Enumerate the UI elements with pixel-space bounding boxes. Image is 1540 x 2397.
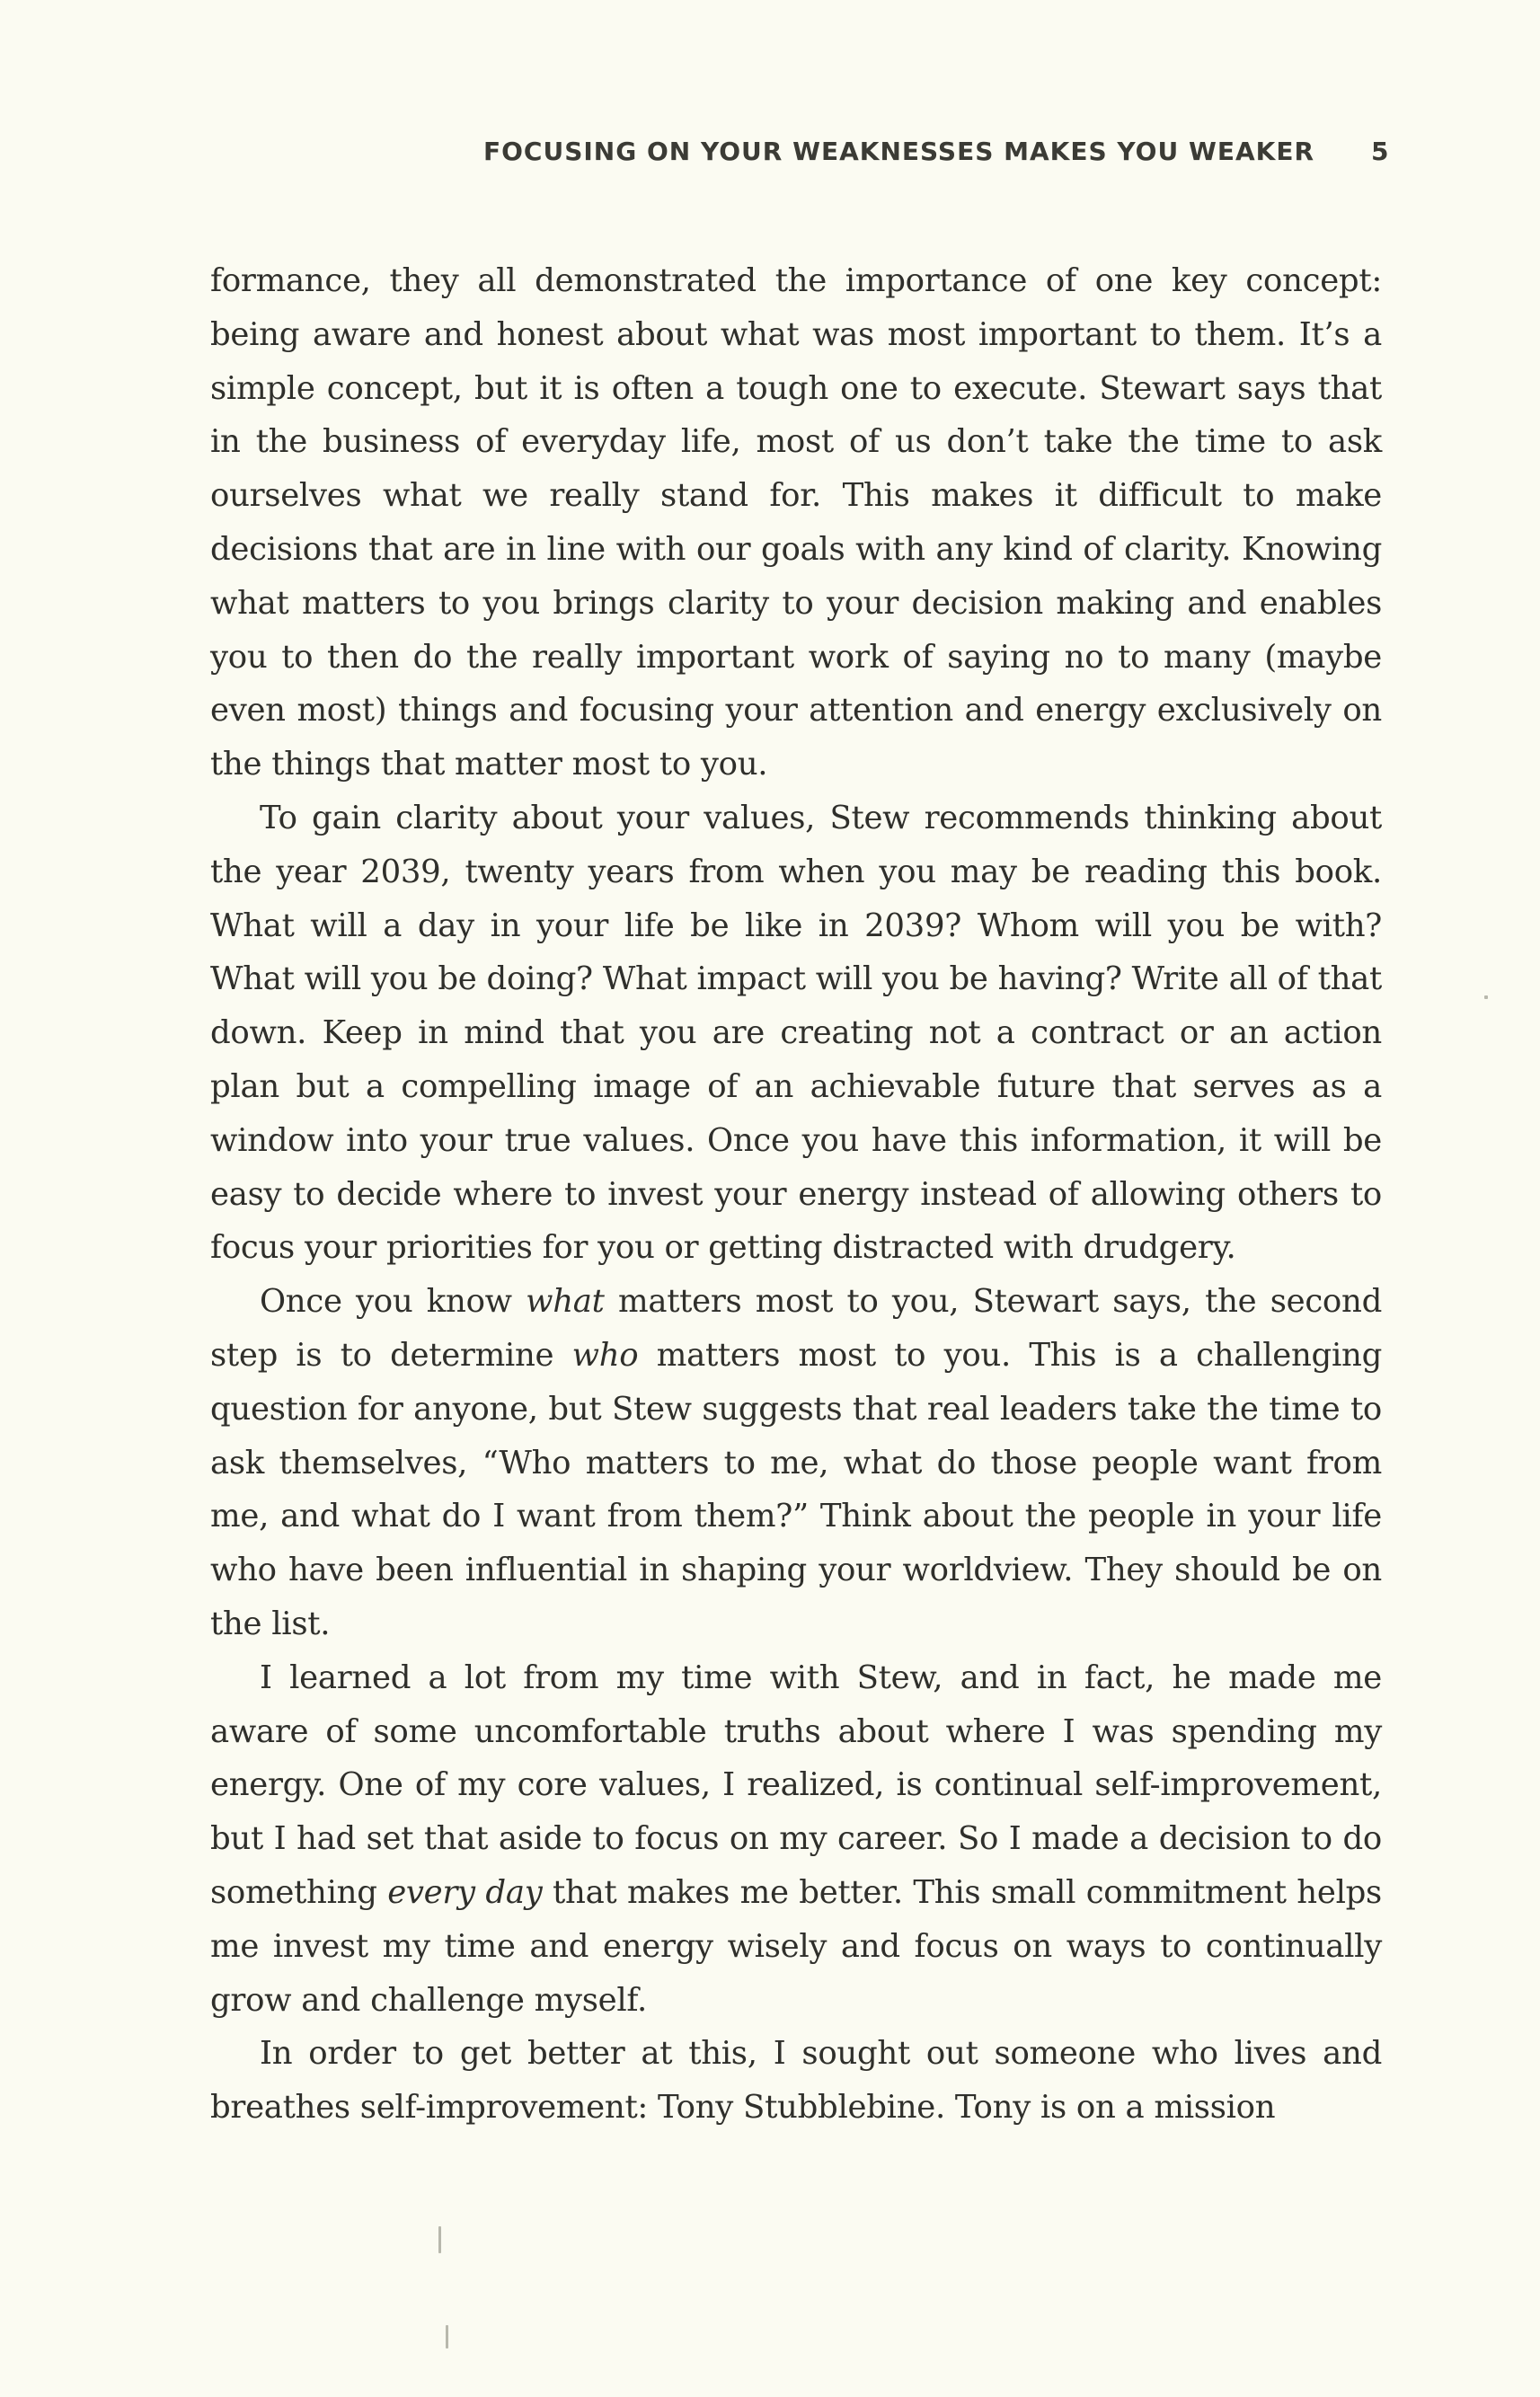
text-segment: In order to get better at this, I sought out someone who lives and breathes self-improvement: Tony Stubblebine. Tony is on a mission [210, 2035, 1382, 2127]
paragraph-5 [210, 2027, 1382, 2135]
italic-text-segment: what [526, 1283, 605, 1321]
paragraph-2 [210, 792, 1382, 1275]
text-segment: matters most to you. This is a challenging question for anyone, but Stew suggests that real leaders take the time to ask themselves, “Who matters to me, what do those people want from me, and what do I want from them?” Think about the people in your life who have been influential in shaping your worldview. They should be on the list. [210, 1336, 1382, 1642]
text-segment: To gain clarity about your values, Stew recommends thinking about the year 2039, twenty years from when you may be reading this book. What will a day in your life be like in 2039? Whom will you be with? What will you be doing? What impact will you be having? Write all of that down. Keep in mind that you are creating not a contract or an action plan but a compelling image of an achievable future that serves as a window into your true values. Once you have this information, it will be easy to decide where to invest your energy instead of allowing others to focus your priorities for you or getting distracted with drudgery. [210, 799, 1382, 1267]
text-segment: that makes me better. This small commitment helps me invest my time and energy wisely and focus on ways to continually grow and challenge myself. [210, 1873, 1382, 2019]
italic-text-segment: who [571, 1336, 639, 1374]
scan-speck [438, 2226, 441, 2253]
scan-speck [1484, 995, 1488, 999]
scan-speck [446, 2325, 448, 2348]
text-segment: matters most to you, Stewart says, the second step is to determine [210, 1283, 1382, 1374]
text-segment: formance, they all demonstrated the importance of one key concept: being aware and honest about what was most important to them. It’s a simple concept, but it is often a tough one to execute. Stewart says that in the business of everyday life, most of us don’t take the time to ask ourselves what we really stand for. This makes it difficult to make decisions that are in line with our goals with any kind of clarity. Knowing what matters to you brings clarity to your decision making and enables you to then do the really important work of saying no to many (maybe even most) things and focusing your attention and energy exclusively on the things that matter most to you. [210, 262, 1382, 783]
running-head [214, 137, 1389, 176]
italic-text-segment: every day [387, 1873, 543, 1911]
text-segment: I learned a lot from my time with Stew, and in fact, he made me aware of some uncomfortable truths about where I was spending my energy. One of my core values, I realized, is continual self-improvement, but I had set that aside to focus on my career. So I made a decision to do something [210, 1658, 1382, 1911]
paragraph-3 [210, 1275, 1382, 1651]
body-text [210, 254, 1382, 2135]
paragraph-1 [210, 254, 1382, 792]
running-title: FOCUSING ON YOUR WEAKNESSES MAKES YOU WEAKER [483, 137, 1315, 166]
text-segment: Once you know [260, 1283, 527, 1321]
paragraph-4 [210, 1651, 1382, 2028]
page-number: 5 [1371, 137, 1389, 166]
